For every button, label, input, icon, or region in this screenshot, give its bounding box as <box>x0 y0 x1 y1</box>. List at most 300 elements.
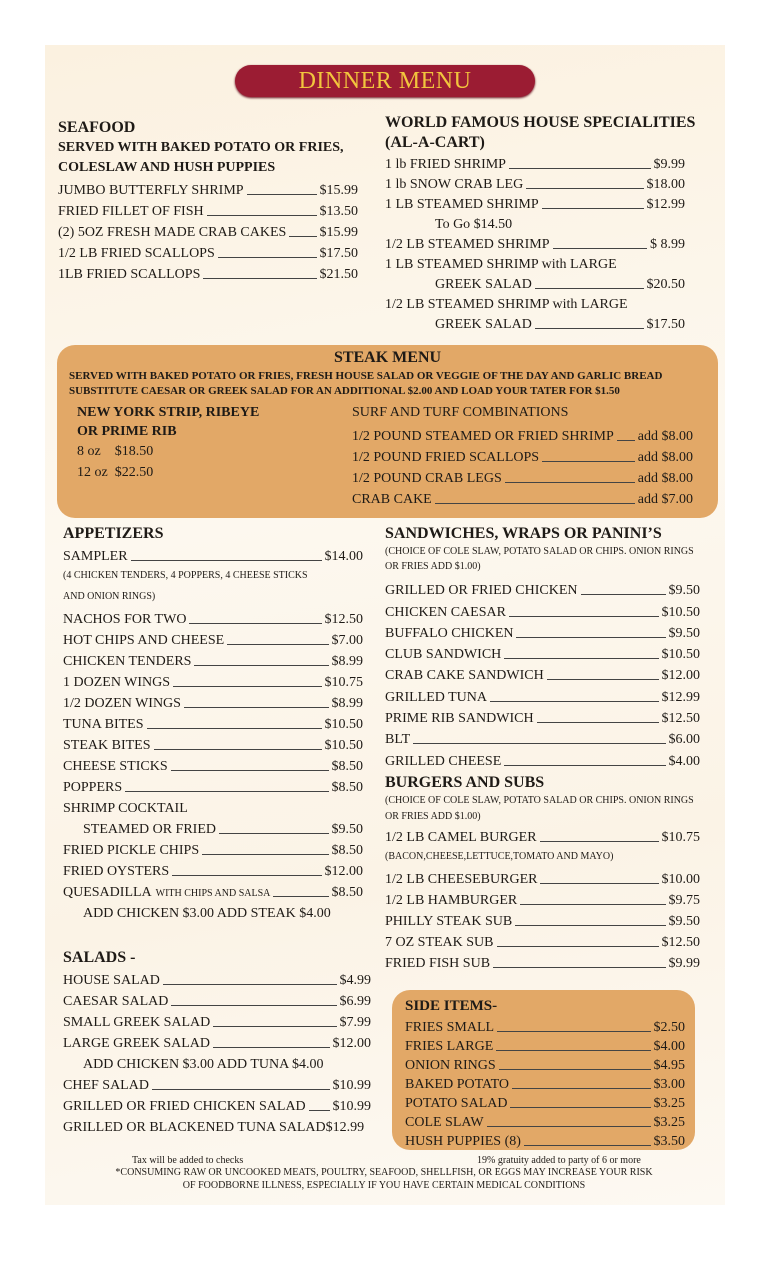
size-label: 12 oz <box>77 465 108 480</box>
item-price: $6.99 <box>339 994 371 1009</box>
menu-item <box>385 909 700 930</box>
sandwiches-note: (CHOICE OF COLE SLAW, POTATO SALAD OR CHIPS. ONION RINGS <box>385 546 694 557</box>
item-price: $10.75 <box>661 830 700 845</box>
menu-item <box>58 220 358 241</box>
menu-item <box>385 253 685 273</box>
item-name: FRIED FISH SUB <box>385 956 491 971</box>
price-leader <box>547 679 659 680</box>
item-price: $10.75 <box>324 675 363 690</box>
price-leader <box>203 278 316 279</box>
price-leader <box>273 896 328 897</box>
item-price: add $8.00 <box>637 471 693 486</box>
price-leader <box>512 1088 650 1089</box>
item-name: GRILLED TUNA <box>385 689 488 705</box>
item-name: PRIME RIB SANDWICH <box>385 711 534 727</box>
item-price: $10.99 <box>332 1078 371 1093</box>
price-leader <box>172 875 321 876</box>
item-name: GRILLED OR BLACKENED TUNA SALAD <box>63 1120 326 1135</box>
menu-item <box>405 1112 685 1131</box>
menu-item <box>385 748 700 769</box>
price-leader <box>435 503 635 504</box>
item-price: $15.99 <box>319 183 358 198</box>
price-leader <box>542 461 635 462</box>
sandwiches-section <box>385 524 700 770</box>
item-name: LARGE GREEK SALAD <box>63 1036 210 1051</box>
item-name: HOUSE SALAD <box>63 973 160 988</box>
item-price: $3.00 <box>653 1077 685 1092</box>
item-name: To Go $14.50 <box>435 217 513 232</box>
item-price: $4.99 <box>339 973 371 988</box>
steak-size <box>77 441 259 462</box>
item-name: 7 OZ STEAK SUB <box>385 935 494 950</box>
item-price: $8.99 <box>331 696 363 711</box>
item-price: $8.50 <box>331 843 363 858</box>
item-price: $8.50 <box>331 780 363 795</box>
menu-item <box>385 684 700 705</box>
item-name: FRIED FILLET OF FISH <box>58 204 204 219</box>
item-price: $2.50 <box>653 1020 685 1035</box>
burgers-heading: BURGERS AND SUBS <box>385 774 545 791</box>
menu-item <box>352 487 693 508</box>
steak-heading: STEAK MENU <box>333 349 442 366</box>
price-leader <box>496 1050 650 1051</box>
item-price: $12.99 <box>325 1120 365 1135</box>
menu-item <box>63 901 363 922</box>
menu-item <box>58 262 358 283</box>
menu-item <box>63 691 363 712</box>
item-price: $10.00 <box>661 872 700 887</box>
menu-item <box>385 867 700 888</box>
menu-item <box>63 1052 371 1073</box>
item-name: 1/2 LB CHEESEBURGER <box>385 872 538 887</box>
appetizers-heading: APPETIZERS <box>63 525 164 542</box>
menu-item <box>63 989 371 1010</box>
burgers-section <box>385 773 700 972</box>
side-items-box <box>392 990 695 1150</box>
price-leader <box>516 637 665 638</box>
item-price: add $8.00 <box>637 450 693 465</box>
item-name: ADD CHICKEN $3.00 ADD TUNA $4.00 <box>83 1057 324 1072</box>
item-list <box>58 178 358 283</box>
price-leader <box>526 188 643 189</box>
item-name: CHICKEN CAESAR <box>385 604 506 620</box>
price-leader <box>499 1069 651 1070</box>
menu-item <box>63 775 363 796</box>
price-leader <box>542 208 644 209</box>
item-name: CRAB CAKE <box>352 492 432 507</box>
item-name: 1 DOZEN WINGS <box>63 675 171 690</box>
item-price: add $7.00 <box>637 492 693 507</box>
menu-item <box>385 888 700 909</box>
item-name: FRIES SMALL <box>405 1020 495 1035</box>
item-name: SMALL GREEK SALAD <box>63 1015 211 1030</box>
item-name: GREEK SALAD <box>435 277 532 292</box>
price-leader <box>173 686 321 687</box>
surf-turf <box>352 402 693 508</box>
house-specialities-section <box>385 113 696 333</box>
price-leader <box>171 1005 336 1006</box>
item-price: $17.50 <box>646 317 685 332</box>
item-name: HUSH PUPPIES (8) <box>405 1134 521 1149</box>
item-name: 1 LB STEAMED SHRIMP <box>385 197 539 212</box>
item-price: $12.00 <box>332 1036 371 1051</box>
item-price: $8.99 <box>331 654 363 669</box>
menu-item <box>63 733 363 754</box>
item-name: CRAB CAKE SANDWICH <box>385 668 544 684</box>
steak-description: SUBSTITUTE CAESAR OR GREEK SALAD FOR AN ADDITIONAL $2.00 AND LOAD YOUR TATER FOR $1.50 <box>69 385 620 397</box>
item-price: $14.00 <box>324 549 363 564</box>
price-leader <box>504 658 658 659</box>
price-leader <box>509 616 659 617</box>
item-price: $12.99 <box>646 197 685 212</box>
menu-item <box>58 241 358 262</box>
menu-item <box>385 642 700 663</box>
price-leader <box>535 328 644 329</box>
item-name: BUFFALO CHICKEN <box>385 625 514 641</box>
menu-item <box>63 880 363 901</box>
menu-item <box>405 1131 685 1150</box>
menu-item <box>385 233 685 253</box>
price-leader <box>163 984 337 985</box>
price-leader <box>184 707 329 708</box>
menu-item <box>63 754 363 775</box>
price-leader <box>213 1026 336 1027</box>
burgers-note: OR FRIES ADD $1.00) <box>385 811 481 822</box>
item-price: $13.50 <box>319 204 358 219</box>
item-name: STEAMED OR FRIED <box>83 822 217 837</box>
menu-item <box>385 599 700 620</box>
menu-title: DINNER MENU <box>235 65 535 97</box>
seafood-section <box>58 118 358 283</box>
item-price: $12.99 <box>661 689 700 705</box>
menu-item <box>405 1036 685 1055</box>
price-leader <box>413 743 665 744</box>
item-name: GRILLED OR FRIED CHICKEN SALAD <box>63 1099 306 1114</box>
price-leader <box>154 749 322 750</box>
price-leader <box>202 854 328 855</box>
menu-item <box>63 607 363 628</box>
item-price: $3.25 <box>653 1096 685 1111</box>
price-leader <box>309 1110 330 1111</box>
item-name: CAESAR SALAD <box>63 994 169 1009</box>
salads-heading: SALADS - <box>63 949 136 966</box>
menu-item <box>405 1093 685 1112</box>
item-price: add $8.00 <box>637 429 693 444</box>
menu-item <box>63 712 363 733</box>
item-price: $10.50 <box>661 604 700 620</box>
item-name: GRILLED CHEESE <box>385 753 502 769</box>
menu-item <box>63 628 363 649</box>
item-name: GRILLED OR FRIED CHICKEN <box>385 583 578 599</box>
menu-item <box>385 313 685 333</box>
item-name: 1/2 LB STEAMED SHRIMP <box>385 237 550 252</box>
menu-item <box>385 273 685 293</box>
menu-item <box>352 466 693 487</box>
price-leader <box>147 728 322 729</box>
steak-size <box>77 462 259 483</box>
item-list <box>352 424 693 508</box>
item-name: TUNA BITES <box>63 717 144 732</box>
menu-item <box>63 796 363 817</box>
price-leader <box>504 765 665 766</box>
item-price: $10.50 <box>324 717 363 732</box>
price-leader <box>537 722 659 723</box>
price-leader <box>131 560 322 561</box>
gratuity-note: 19% gratuity added to party of 6 or more <box>477 1155 641 1166</box>
item-extra: WITH CHIPS AND SALSA <box>155 888 271 899</box>
item-list <box>405 1017 685 1150</box>
menu-item <box>63 586 363 607</box>
cuts-heading: NEW YORK STRIP, RIBEYE <box>77 405 260 420</box>
item-name: CHICKEN TENDERS <box>63 654 192 669</box>
price-leader <box>520 904 665 905</box>
price-leader <box>497 1031 650 1032</box>
item-name: (4 CHICKEN TENDERS, 4 POPPERS, 4 CHEESE STICKS <box>63 570 308 581</box>
price-leader <box>247 194 317 195</box>
side-items <box>405 995 685 1150</box>
price-leader <box>493 967 665 968</box>
price-leader <box>213 1047 330 1048</box>
price-leader <box>152 1089 330 1090</box>
item-name: 1 lb SNOW CRAB LEG <box>385 177 524 192</box>
cuts-heading: OR PRIME RIB <box>77 424 177 439</box>
item-price: $4.00 <box>668 753 700 769</box>
item-price: $3.50 <box>653 1134 685 1149</box>
seafood-heading: SEAFOOD <box>58 119 136 136</box>
item-price: $8.50 <box>331 759 363 774</box>
item-list <box>385 578 700 770</box>
item-name: 1 lb FRIED SHRIMP <box>385 157 506 172</box>
item-price: $15.99 <box>319 225 358 240</box>
item-name: SHRIMP COCKTAIL <box>63 801 188 816</box>
item-price: $9.50 <box>668 914 700 929</box>
price-leader <box>524 1145 651 1146</box>
item-price: $12.00 <box>324 864 363 879</box>
item-name: 1/2 POUND FRIED SCALLOPS <box>352 450 540 465</box>
item-price: $17.50 <box>319 246 358 261</box>
price-leader <box>581 594 666 595</box>
item-name: 1LB FRIED SCALLOPS <box>58 267 201 282</box>
menu-item <box>63 670 363 691</box>
item-name: CLUB SANDWICH <box>385 647 502 663</box>
price-leader <box>505 482 635 483</box>
item-name: GREEK SALAD <box>435 317 532 332</box>
menu-item <box>385 193 685 213</box>
salads-section <box>63 948 371 1136</box>
price-leader <box>289 236 316 237</box>
item-price: $7.99 <box>339 1015 371 1030</box>
item-price: $10.50 <box>661 647 700 663</box>
item-name: HOT CHIPS AND CHEESE <box>63 633 225 648</box>
sides-heading: SIDE ITEMS- <box>405 998 498 1014</box>
item-price: $7.00 <box>331 633 363 648</box>
item-name: NACHOS FOR TWO <box>63 612 187 627</box>
price-leader <box>207 215 317 216</box>
surf-turf-heading: SURF AND TURF COMBINATIONS <box>352 405 569 420</box>
item-name: (2) 5OZ FRESH MADE CRAB CAKES <box>58 225 287 240</box>
item-name: COLE SLAW <box>405 1115 484 1130</box>
item-price: $18.00 <box>646 177 685 192</box>
menu-item <box>385 578 700 599</box>
item-list <box>385 153 685 333</box>
price-leader <box>510 1107 650 1108</box>
item-price: $20.50 <box>646 277 685 292</box>
item-name: JUMBO BUTTERFLY SHRIMP <box>58 183 244 198</box>
price-leader <box>540 841 659 842</box>
price-leader <box>194 665 328 666</box>
price-leader <box>125 791 328 792</box>
price-leader <box>553 248 647 249</box>
menu-item <box>385 846 700 867</box>
item-price: $12.00 <box>661 668 700 684</box>
item-name: 1/2 LB HAMBURGER <box>385 893 518 908</box>
item-list <box>63 544 363 922</box>
price-leader <box>515 925 665 926</box>
menu-item <box>405 1017 685 1036</box>
item-name: SAMPLER <box>63 549 128 564</box>
item-name: STEAK BITES <box>63 738 151 753</box>
item-name: FRIED PICKLE CHIPS <box>63 843 200 858</box>
menu-item <box>405 1055 685 1074</box>
price-leader <box>189 623 321 624</box>
item-name: BLT <box>385 732 411 748</box>
item-price: $4.00 <box>653 1039 685 1054</box>
burgers-note: (CHOICE OF COLE SLAW, POTATO SALAD OR CHIPS. ONION RINGS <box>385 795 694 806</box>
item-name: FRIES LARGE <box>405 1039 494 1054</box>
price-leader <box>171 770 329 771</box>
menu-item <box>63 565 363 586</box>
menu-item <box>352 424 693 445</box>
item-price: $12.50 <box>324 612 363 627</box>
size-price: $18.50 <box>114 444 154 459</box>
menu-item <box>385 825 700 846</box>
price-leader <box>490 701 658 702</box>
item-price: $9.99 <box>668 956 700 971</box>
house-heading: WORLD FAMOUS HOUSE SPECIALITIES <box>385 114 696 131</box>
menu-item <box>63 859 363 880</box>
item-price: $9.50 <box>331 822 363 837</box>
steak-menu-box <box>57 345 718 518</box>
price-leader <box>540 883 658 884</box>
price-leader <box>509 168 651 169</box>
menu-item <box>63 817 363 838</box>
seafood-subheading: SERVED WITH BAKED POTATO OR FRIES, <box>58 140 344 155</box>
menu-item <box>63 1010 371 1031</box>
size-price: $22.50 <box>114 465 154 480</box>
steak-cuts <box>77 403 259 483</box>
sandwiches-heading: SANDWICHES, WRAPS OR PANINI’S <box>385 525 662 542</box>
item-price: $6.00 <box>668 732 700 748</box>
item-name: BAKED POTATO <box>405 1077 510 1092</box>
menu-item <box>58 199 358 220</box>
menu-item <box>385 706 700 727</box>
item-list <box>385 825 700 972</box>
menu-item <box>63 838 363 859</box>
sandwiches-note: OR FRIES ADD $1.00) <box>385 561 481 572</box>
menu-item <box>385 293 685 313</box>
house-heading: (AL-A-CART) <box>385 134 485 151</box>
steak-description: SERVED WITH BAKED POTATO OR FRIES, FRESH HOUSE SALAD OR VEGGIE OF THE DAY AND GARLIC BREAD <box>69 370 663 382</box>
menu-item <box>385 951 700 972</box>
item-name: CHEF SALAD <box>63 1078 149 1093</box>
price-leader <box>227 644 328 645</box>
item-name: POPPERS <box>63 780 123 795</box>
price-leader <box>219 833 328 834</box>
menu-item <box>63 1031 371 1052</box>
item-name: 1/2 LB STEAMED SHRIMP with LARGE <box>385 297 628 312</box>
menu-item <box>63 1073 371 1094</box>
size-label: 8 oz <box>77 444 101 459</box>
tax-note: Tax will be added to checks <box>132 1155 244 1166</box>
menu-item <box>58 178 358 199</box>
item-price: $ 8.99 <box>650 237 685 252</box>
item-price: $9.99 <box>653 157 685 172</box>
item-price: $10.99 <box>332 1099 371 1114</box>
menu-item <box>63 968 371 989</box>
menu-item <box>405 1074 685 1093</box>
item-name: 1/2 POUND CRAB LEGS <box>352 471 502 486</box>
menu-item <box>385 213 685 233</box>
item-price: $10.50 <box>324 738 363 753</box>
menu-item <box>385 153 685 173</box>
item-name: AND ONION RINGS) <box>63 591 156 602</box>
item-name: 1/2 DOZEN WINGS <box>63 696 181 711</box>
item-name: ADD CHICKEN $3.00 ADD STEAK $4.00 <box>83 906 331 921</box>
item-price: $21.50 <box>319 267 358 282</box>
menu-item <box>63 1094 371 1115</box>
menu-item <box>385 727 700 748</box>
item-name: PHILLY STEAK SUB <box>385 914 513 929</box>
item-name: (BACON,CHEESE,LETTUCE,TOMATO AND MAYO) <box>385 851 614 862</box>
menu-item <box>385 930 700 951</box>
item-price: $8.50 <box>331 885 363 900</box>
item-name: ONION RINGS <box>405 1058 496 1073</box>
price-leader <box>487 1126 651 1127</box>
price-leader <box>497 946 659 947</box>
seafood-subheading: COLESLAW AND HUSH PUPPIES <box>58 160 276 175</box>
item-price: $9.50 <box>668 583 700 599</box>
menu-item <box>63 1115 371 1136</box>
menu-item <box>63 649 363 670</box>
item-name: QUESADILLA <box>63 885 152 900</box>
price-leader <box>218 257 317 258</box>
health-warning: OF FOODBORNE ILLNESS, ESPECIALLY IF YOU HAVE CERTAIN MEDICAL CONDITIONS <box>182 1180 586 1191</box>
item-price: $12.50 <box>661 935 700 950</box>
item-name: 1/2 LB CAMEL BURGER <box>385 830 537 845</box>
item-price: $9.50 <box>668 625 700 641</box>
item-name: FRIED OYSTERS <box>63 864 170 879</box>
item-price: $9.75 <box>668 893 700 908</box>
health-warning: *CONSUMING RAW OR UNCOOKED MEATS, POULTRY, SEAFOOD, SHELLFISH, OR EGGS MAY INCREASE YOUR RISK <box>115 1167 653 1178</box>
menu-item <box>385 621 700 642</box>
menu-item <box>385 663 700 684</box>
price-leader <box>535 288 644 289</box>
item-name: 1/2 LB FRIED SCALLOPS <box>58 246 215 261</box>
item-price: $12.50 <box>661 711 700 727</box>
menu-item <box>385 173 685 193</box>
item-price: $3.25 <box>653 1115 685 1130</box>
item-price: $4.95 <box>653 1058 685 1073</box>
price-leader <box>617 440 635 441</box>
item-name: 1 LB STEAMED SHRIMP with LARGE <box>385 257 617 272</box>
menu-item <box>352 445 693 466</box>
item-name: 1/2 POUND STEAMED OR FRIED SHRIMP <box>352 429 614 444</box>
appetizers-section <box>63 524 363 922</box>
item-name: POTATO SALAD <box>405 1096 508 1111</box>
item-name: CHEESE STICKS <box>63 759 168 774</box>
item-list <box>63 968 371 1136</box>
menu-item <box>63 544 363 565</box>
